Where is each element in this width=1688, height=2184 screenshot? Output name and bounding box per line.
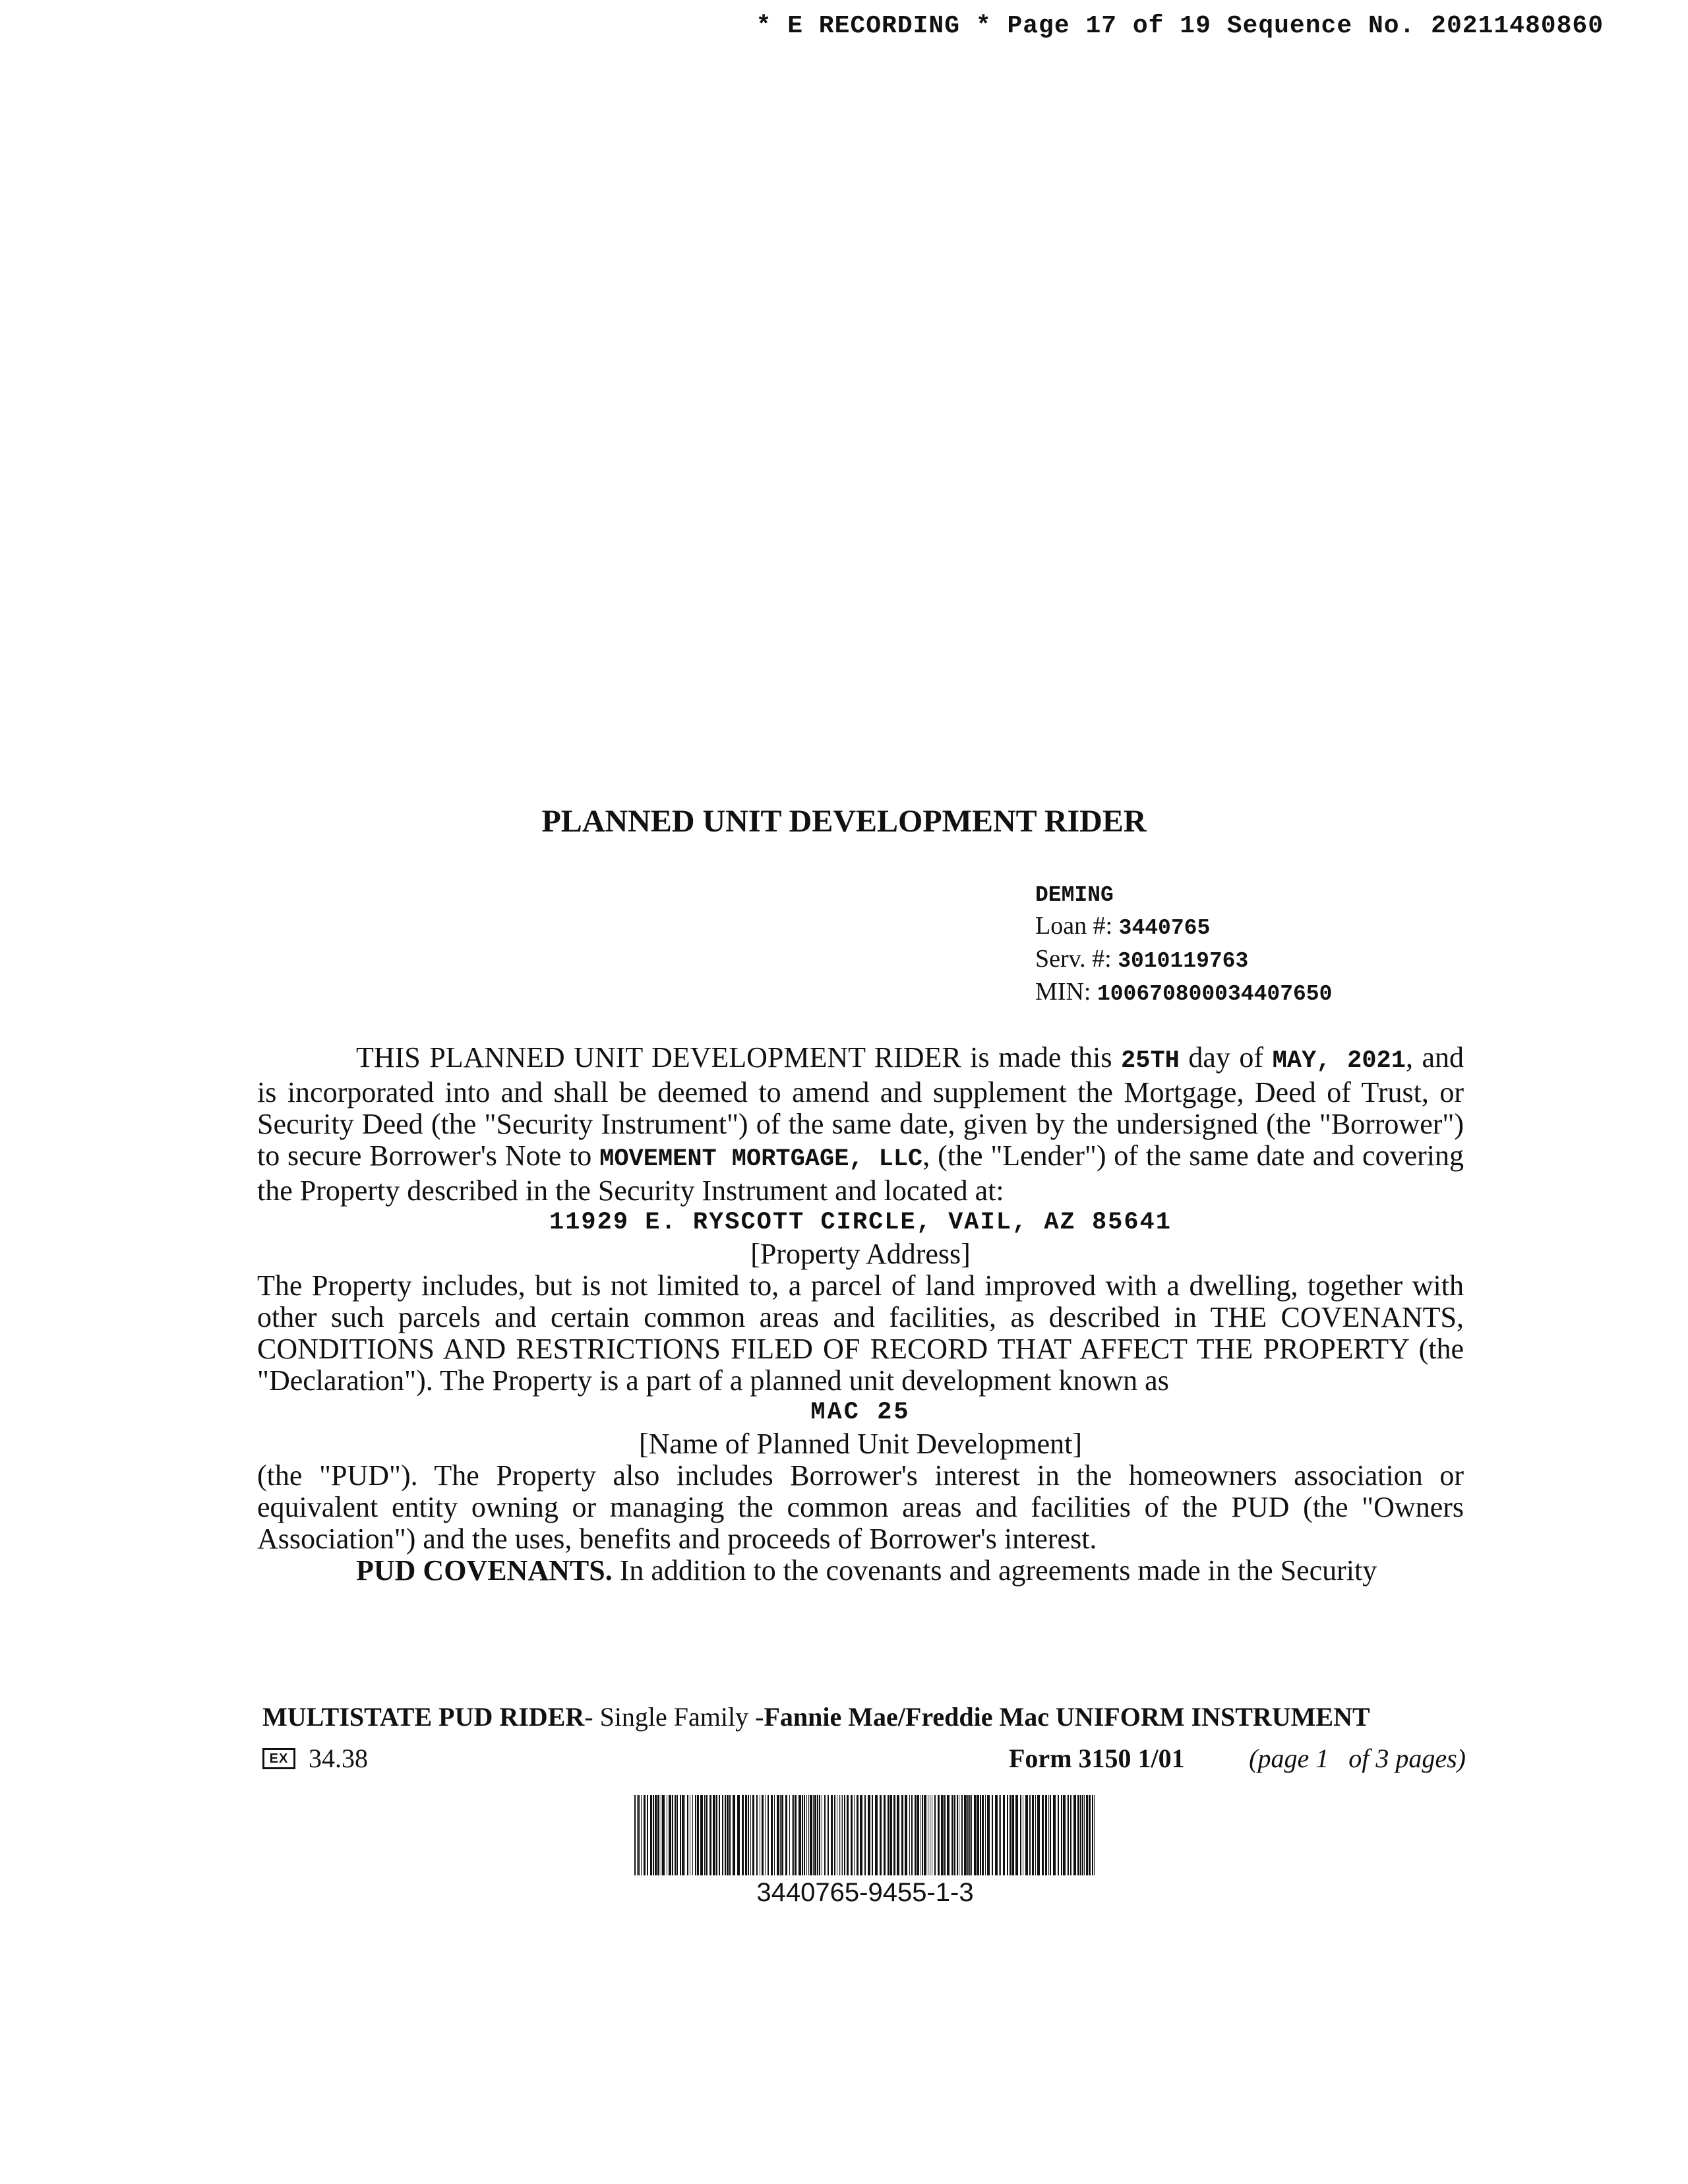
barcode-bar [944,1795,946,1875]
barcode-bar [917,1795,919,1875]
barcode-bar [634,1795,636,1875]
recording-header: * E RECORDING * Page 17 of 19 Sequence No. 20211480860 [756,12,1604,40]
property-address-caption: [Property Address] [750,1238,971,1270]
barcode-bar [947,1795,950,1875]
barcode-bar [748,1795,749,1875]
barcode-bar [922,1795,923,1875]
barcode-bar [1092,1795,1093,1875]
barcode-bar [684,1795,685,1875]
barcode-bar [1061,1795,1062,1875]
barcode-bar [1025,1795,1028,1875]
barcode-bar [901,1795,903,1875]
barcode-bar [982,1795,984,1875]
barcode-bar [1000,1795,1001,1875]
barcode-bar [692,1795,693,1875]
intro-paragraph [257,1042,1464,1207]
min-number-row [1035,977,1332,1010]
barcode-bar [1037,1795,1040,1875]
barcode-bar [828,1795,829,1875]
rider-form-title: MULTISTATE PUD RIDER [262,1702,585,1732]
barcode-bar [733,1795,735,1875]
barcode-bar [992,1795,993,1875]
barcode-bar [954,1795,955,1875]
serv-number-label: Serv. #: [1035,945,1112,973]
barcode-bar [844,1795,845,1875]
barcode-bar [938,1795,940,1875]
barcode-bar [1068,1795,1069,1875]
barcode-bar [780,1795,781,1875]
pud-name: MAC 25 [810,1399,911,1426]
barcode-bar [905,1795,907,1875]
barcode-bar [999,1795,1000,1875]
barcode-bar [655,1795,657,1875]
barcode-bar [971,1795,972,1875]
barcode-bar [1058,1795,1059,1875]
barcode-bar [1029,1795,1031,1875]
barcode-bar [1050,1795,1051,1875]
barcode-bar [774,1795,775,1875]
barcode-bar [697,1795,699,1875]
barcode-bar [1015,1795,1018,1875]
barcode-bar [888,1795,889,1875]
barcode-bar [768,1795,769,1875]
barcode-bar [1010,1795,1011,1875]
rider-body [257,1042,1464,1587]
barcode-bar [847,1795,849,1875]
barcode-bar [1011,1795,1014,1875]
rider-form-sep: - Single Family - [584,1702,764,1732]
barcode-bar [789,1795,790,1875]
barcode-bar [657,1795,659,1875]
barcode-bar [669,1795,671,1875]
intro-text-c: , and is incorporated into and shall be deemed to amend and supplement the Mortgage, Deed of Trust, or Security Deed (the "Security Instrument") of the same date, given by the undersigned (the "Borrower") to secure Borrower's Note to [257,1041,1464,1172]
pud-name-caption: [Name of Planned Unit Development] [638,1428,1083,1460]
min-number-label: MIN: [1035,978,1091,1006]
barcode-bar [1070,1795,1071,1875]
rider-day: 25TH [1121,1047,1180,1075]
barcode-bar [1032,1795,1034,1875]
barcode-bar [897,1795,899,1875]
barcode-bar [980,1795,981,1875]
barcode-bar [1045,1795,1047,1875]
barcode-bar [727,1795,729,1875]
document-title: PLANNED UNIT DEVELOPMENT RIDER [541,804,1147,839]
barcode-bar [1020,1795,1021,1875]
barcode-bar [771,1795,773,1875]
barcode-bar [677,1795,678,1875]
rider-form-agency: Fannie Mae/Freddie Mac UNIFORM INSTRUMENT [764,1702,1370,1732]
barcode-number: 3440765-9455-1-3 [756,1878,974,1907]
barcode-bar [785,1795,787,1875]
barcode-bar [806,1795,807,1875]
barcode-bar [802,1795,803,1875]
barcode-bar [1003,1795,1005,1875]
barcode-bar [722,1795,723,1875]
barcode-bar [868,1795,870,1875]
barcode-bar [704,1795,705,1875]
barcode-bar [961,1795,963,1875]
barcode-bar [1067,1795,1068,1875]
barcode-bar [872,1795,873,1875]
barcode-bar [854,1795,855,1875]
barcode-bar [672,1795,673,1875]
barcode-bar [817,1795,818,1875]
barcode-bar [637,1795,638,1875]
loan-number-label: Loan #: [1035,912,1113,940]
barcode-bar [680,1795,681,1875]
barcode-bar [719,1795,720,1875]
loan-number: 3440765 [1118,916,1211,940]
barcode-bar [1080,1795,1081,1875]
form-footer-title [262,1701,1370,1732]
barcode-bar [713,1795,715,1875]
barcode-bar [911,1795,913,1875]
barcode-bar [729,1795,731,1875]
property-address: 11929 E. RYSCOTT CIRCLE, VAIL, AZ 85641 [549,1209,1172,1236]
barcode-bar [884,1795,886,1875]
barcode-bar [967,1795,969,1875]
barcode-bar [750,1795,751,1875]
owners-association-paragraph: (the "PUD"). The Property also includes Borrower's interest in the homeowners association or equivalent entity owning or managing the common areas and facilities of the PUD (the "Owners Association") and the uses, benefits and proceeds of Borrower's interest. [257,1459,1464,1555]
rider-month-year: MAY, 2021 [1272,1047,1406,1075]
barcode-bar [977,1795,979,1875]
barcode-bar [808,1795,809,1875]
barcode-bar [857,1795,859,1875]
barcode-bar [653,1795,654,1875]
barcode-bar [647,1795,648,1875]
barcode-bar [941,1795,944,1875]
serv-number: 3010119763 [1118,949,1249,973]
barcode-bar [795,1795,797,1875]
barcode-bar [814,1795,816,1875]
min-number: 100670800034407650 [1097,982,1333,1006]
barcode-bar [1053,1795,1056,1875]
barcode-bar [792,1795,793,1875]
barcode-bar [864,1795,866,1875]
barcode-bar [799,1795,801,1875]
barcode-bar [819,1795,820,1875]
barcode-bar [995,1795,998,1875]
barcode-bar [709,1795,711,1875]
loan-info-block [1035,880,1332,1010]
barcode-bar [700,1795,703,1875]
barcode-bar [842,1795,843,1875]
intro-text-a: THIS PLANNED UNIT DEVELOPMENT RIDER is made this [356,1041,1122,1074]
barcode-bar [987,1795,990,1875]
barcode-bar [964,1795,967,1875]
barcode-bar [880,1795,882,1875]
barcode-bar [957,1795,958,1875]
barcode-bar [1086,1795,1088,1875]
barcode-bar [745,1795,747,1875]
barcode-bar [762,1795,764,1875]
intro-text-b: day of [1179,1041,1273,1074]
barcode-bar [813,1795,814,1875]
barcode-bar [834,1795,835,1875]
barcode-bar [638,1795,640,1875]
barcode-bar [737,1795,740,1875]
barcode-bar [1007,1795,1008,1875]
property-description-paragraph: The Property includes, but is not limited to, a parcel of land improved with a dwelling, together with other such parcels and certain common areas and facilities, as described in THE COVENANTS, CONDITIONS AND RESTRICTIONS FILED OF RECORD THAT AFFECT THE PROPERTY (the "Declaration"). The Property is a part of a planned unit development known as [257,1269,1464,1397]
borrower-name: DEMING [1035,883,1114,907]
barcode-bar [752,1795,754,1875]
loan-number-row [1035,911,1332,944]
ex-logo-icon: EX [262,1748,295,1769]
barcode-bar [875,1795,878,1875]
barcode-bar [1035,1795,1036,1875]
barcode-bar [1084,1795,1085,1875]
barcode-bar [1094,1795,1095,1875]
barcode-bar [765,1795,766,1875]
form-footer-meta [262,1743,1466,1776]
barcode-bar [860,1795,862,1875]
barcode-bar [893,1795,895,1875]
barcode-bar [641,1795,642,1875]
barcode-bar [952,1795,953,1875]
barcode-image [634,1795,1096,1875]
intro-text-d: , (the "Lender") of the same date and covering the Property described in the Security Instrument and located at: [257,1139,1464,1207]
barcode-bar [1073,1795,1076,1875]
barcode-bar [682,1795,684,1875]
barcode-bar [839,1795,840,1875]
serv-number-row [1035,944,1332,977]
barcode-bar [909,1795,910,1875]
barcode-bar [675,1795,677,1875]
barcode-bar [889,1795,892,1875]
barcode-bar [781,1795,783,1875]
barcode-bar [804,1795,805,1875]
barcode-bar [1077,1795,1079,1875]
barcode-bar [934,1795,936,1875]
barcode-bar [687,1795,688,1875]
barcode-bar [706,1795,707,1875]
barcode-bar [810,1795,812,1875]
barcode-bar [1063,1795,1066,1875]
barcode-bar [716,1795,717,1875]
barcode-bar [974,1795,977,1875]
barcode-bar [725,1795,726,1875]
barcode-bar [915,1795,917,1875]
barcode-bar [1082,1795,1083,1875]
lender-name: MOVEMENT MORTGAGE, LLC [599,1145,923,1173]
barcode-bar [756,1795,758,1875]
barcode-bar [644,1795,646,1875]
barcode-bar [1048,1795,1049,1875]
barcode-bar [650,1795,652,1875]
barcode-bar [969,1795,971,1875]
barcode-bar [777,1795,779,1875]
page-indicator: (page 1 of 3 pages) [1249,1744,1466,1773]
barcode-bar [831,1795,833,1875]
form-version: 34.38 [309,1744,368,1773]
pud-covenants-paragraph [257,1555,1464,1587]
barcode-bar [985,1795,986,1875]
barcode-bar [742,1795,744,1875]
pud-covenants-text: In addition to the covenants and agreements made in the Security [612,1554,1377,1587]
barcode-bar [695,1795,696,1875]
barcode-bar [793,1795,794,1875]
barcode-bar [824,1795,826,1875]
pud-covenants-heading: PUD COVENANTS. [356,1554,613,1587]
barcode-bar [924,1795,926,1875]
barcode-bar [1042,1795,1044,1875]
barcode-bar [662,1795,665,1875]
barcode-bar [851,1795,853,1875]
barcode-bar [1089,1795,1091,1875]
form-number: Form 3150 1/01 [1009,1744,1185,1773]
